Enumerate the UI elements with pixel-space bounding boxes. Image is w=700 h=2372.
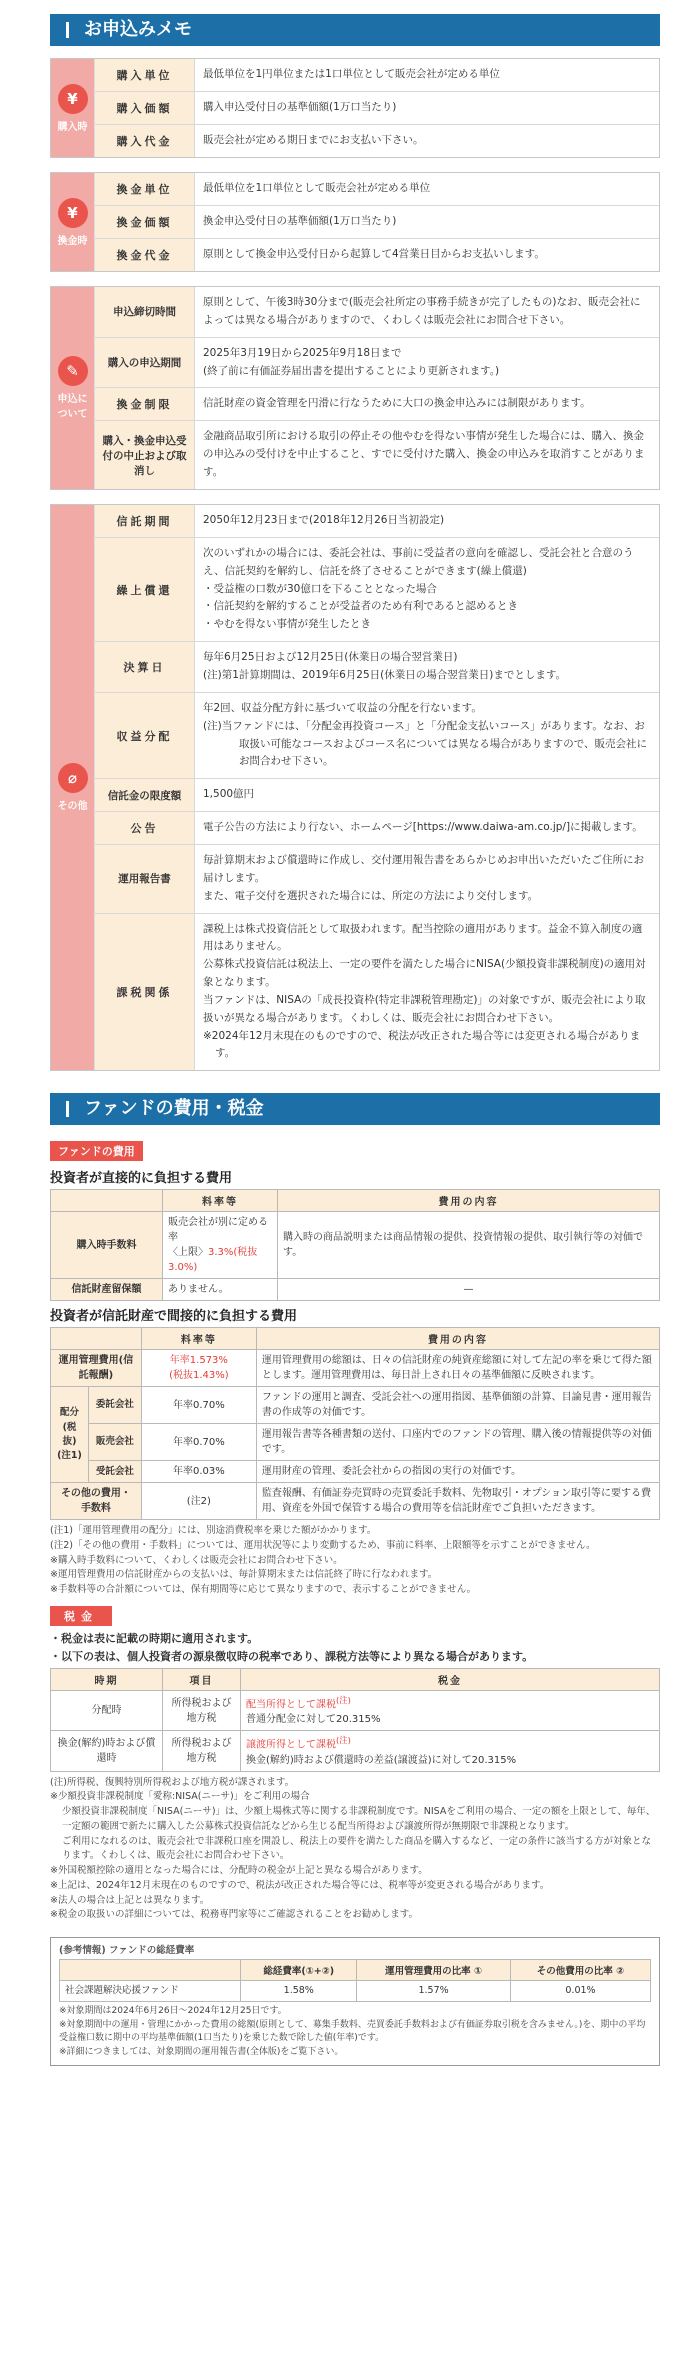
ref-col: その他費用の比率 ②	[510, 1959, 650, 1980]
apply-block	[50, 286, 660, 490]
purchase-fee-max: 3.3%(税抜3.0%)	[168, 1247, 258, 1274]
retention-rate: ありません。	[163, 1279, 278, 1301]
retention-label: 信託財産留保額	[51, 1279, 163, 1301]
apply-side	[51, 287, 95, 489]
alloc-item-rate: 年率0.70%	[141, 1387, 256, 1424]
other-side	[51, 505, 95, 1070]
ref-col: 運用管理費用の比率 ①	[357, 1959, 511, 1980]
tax-type-note: (注)	[336, 1695, 351, 1706]
redemption-bullet: ・受益権の口数が30億口を下ることとなった場合	[203, 582, 437, 595]
other-side-label: その他	[57, 801, 88, 813]
buy-side	[51, 59, 95, 157]
fee-note: ※手数料等の合計額については、保有期間等に応じて異なりますので、表示することができません。	[50, 1584, 477, 1596]
col-rate: 料率等	[163, 1190, 278, 1212]
tax-line: 当ファンドは、NISAの「成長投資枠(特定非課税管理勘定)」の対象ですが、販売会社により取扱いが異なる場合があります。くわしくは、販売会社にお問合わせ下さい。	[203, 993, 646, 1024]
mgmt-rate: 年率1.573%	[169, 1355, 228, 1367]
tax-note: ※法人の場合は上記とは異なります。	[50, 1894, 210, 1906]
tax-type: 配当所得として課税	[246, 1699, 336, 1711]
tax-note: (注)所得税、復興特別所得税および地方税が課されます。	[50, 1776, 295, 1788]
settlement-note: (注)第1計算期間は、2019年6月25日(休業日の場合翌営業日)までとします。	[203, 668, 566, 681]
alloc-item-content: 運用財産の管理、委託会社からの指図の実行の対価です。	[256, 1461, 659, 1483]
tax-col-when: 時期	[51, 1669, 163, 1691]
indirect-title: 投資者が信託財産で間接的に負担する費用	[50, 1309, 298, 1325]
tax-line: 公募株式投資信託は税法上、一定の要件を満たした場合にNISA(少額投資非課税制度)の適用対象となります。	[203, 958, 646, 989]
ref-note: ※対象期間は2024年6月26日〜2024年12月25日です。	[59, 2006, 287, 2017]
ref-other: 0.01%	[510, 1980, 650, 2001]
exchange-side-label: 換金時	[57, 235, 88, 247]
redemption-bullet: ・信託契約を解約することが受益者のため有利であると認めるとき	[203, 600, 518, 613]
tax-note: ご利用になれるのは、販売会社で非課税口座を開設し、税法上の要件を満たした商品を購入するなど、一定の条件に該当する方が対象となります。くわしくは、販売会社にお問合わせ下さい。	[62, 1835, 652, 1862]
report-label: 運用報告書	[95, 845, 195, 913]
distribution-value: 年2回、収益分配方針に基づいて収益の分配を行ないます。	[203, 701, 482, 714]
pencil-icon: ✎	[58, 356, 88, 386]
apply-side-label: 申込に ついて	[57, 393, 88, 420]
direct-fee-table	[50, 1189, 660, 1301]
col-rate: 料率等	[141, 1328, 256, 1350]
others-content: 監査報酬、有価証券売買時の売買委託手数料、先物取引・オプション取引等に要する費用、資産を外国で保管する場合の費用等を信託財産でご負担いただきます。	[256, 1483, 659, 1520]
other-block	[50, 504, 660, 1071]
fee-note: (注1)「運用管理費用の配分」には、別途消費税率を乗じた額がかかります。	[50, 1525, 377, 1537]
report-value: 毎計算期末および償還時に作成し、交付運用報告書をあらかじめお申出いただいたご住所にお届けします。	[203, 854, 644, 884]
indirect-fee-table	[50, 1327, 660, 1520]
tax-line: 課税上は株式投資信託として取扱われます。配当控除の適用があります。益金不算入制度の適用はありません。	[203, 922, 643, 953]
mgmt-rate-net: (税抜1.43%)	[169, 1370, 229, 1382]
ref-fund-name: 社会課題解決応援ファンド	[60, 1980, 241, 2001]
tax-bullet: ・税金は表に記載の時期に適用されます。	[50, 1631, 259, 1645]
period-note: (終了前に有価証券届出書を提出することにより更新されます。)	[203, 364, 500, 377]
fee-note: (注2)「その他の費用・手数料」については、運用状況等により変動するため、事前に料率、上限額等を示すことができません。	[50, 1540, 596, 1552]
col-content: 費用の内容	[256, 1328, 659, 1350]
limit-label: 信託金の限度額	[95, 779, 195, 811]
notice-label: 公告	[95, 812, 195, 844]
fee-note: ※運用管理費用の信託財産からの支払いは、毎計算期末または信託終了時に行なわれます。	[50, 1569, 438, 1581]
suspension-label: 購入・換金申込受付の中止および取消し	[95, 421, 195, 489]
ref-title: (参考情報) ファンドの総経費率	[59, 1944, 195, 1956]
report-note: また、電子交付を選択された場合には、所定の方法により交付します。	[203, 889, 539, 902]
tax-when: 分配時	[51, 1691, 163, 1731]
alloc-item-rate: 年率0.70%	[141, 1424, 256, 1461]
direct-title: 投資者が直接的に負担する費用	[50, 1171, 233, 1187]
redemption-bullet: ・やむを得ない事情が発生したとき	[203, 618, 371, 631]
alloc-label: 配分(税抜)(注1)	[51, 1387, 89, 1483]
memo-title: お申込みメモ	[50, 14, 660, 46]
restriction-value: 信託財産の資金管理を円滑に行なうために大口の換金申込みには制限があります。	[203, 397, 591, 410]
suspension-value: 金融商品取引所における取引の停止その他やむを得ない事情が発生した場合には、購入、換金の申込みの受付けを中止すること、すでに受付けた購入、換金の申込みを取消すことがあります。	[203, 430, 645, 479]
exchange-payment-label: 換金代金	[95, 239, 195, 271]
tax-notes	[50, 1776, 660, 1923]
restriction-label: 換金制限	[95, 388, 195, 420]
ref-table	[59, 1959, 651, 2002]
trust-period-label: 信託期間	[95, 505, 195, 537]
yen-icon: ¥	[58, 198, 88, 228]
deadline-label: 申込締切時間	[95, 287, 195, 337]
redemption-value: 次のいずれかの場合には、委託会社は、事前に受益者の意向を確認し、受託会社と合意のうえ、信託契約を解約し、信託を終了させることができます(繰上償還)	[203, 546, 634, 577]
tax-col-item: 項目	[163, 1669, 241, 1691]
period-label: 購入の申込期間	[95, 338, 195, 388]
tax-item: 所得税および地方税	[163, 1691, 241, 1731]
fees-title: ファンドの費用・税金	[50, 1093, 660, 1125]
tax-note: ※外国税額控除の適用となった場合には、分配時の税金が上記と異なる場合があります。	[50, 1865, 428, 1877]
limit-value: 1,500億円	[203, 788, 255, 801]
alloc-item-rate: 年率0.03%	[141, 1461, 256, 1483]
purchase-fee-label: 購入時手数料	[51, 1212, 163, 1279]
tax-type: 譲渡所得として課税	[246, 1739, 336, 1751]
clip-icon: ⌀	[58, 763, 88, 793]
alloc-item-content: 運用報告書等各種書類の送付、口座内でのファンドの管理、購入後の情報提供等の対価です。	[256, 1424, 659, 1461]
period-value: 2025年3月19日から2025年9月18日まで	[203, 346, 402, 359]
buy-side-label: 購入時	[57, 121, 88, 133]
buy-unit-label: 購入単位	[95, 59, 195, 91]
ref-mgmt: 1.57%	[357, 1980, 511, 2001]
deadline-value: 原則として、午後3時30分まで(販売会社所定の事務手続きが完了したもの)なお、販売会社によっては異なる場合がありますので、くわしくは販売会社にお問合せ下さい。	[203, 296, 641, 326]
tax-when: 換金(解約)時および償還時	[51, 1731, 163, 1771]
ref-box	[50, 1937, 660, 2066]
exchange-price-label: 換金価額	[95, 206, 195, 238]
others-rate: (注2)	[141, 1483, 256, 1520]
exchange-unit-label: 換金単位	[95, 173, 195, 205]
distribution-label: 収益分配	[95, 693, 195, 778]
alloc-item-label: 委託会社	[89, 1387, 142, 1424]
buy-block	[50, 58, 660, 158]
retention-content: —	[278, 1279, 660, 1301]
purchase-fee-rate: 販売会社が別に定める率	[168, 1217, 268, 1244]
tax-note: ※税金の取扱いの詳細については、税務専門家等にご確認されることをお勧めします。	[50, 1909, 419, 1921]
buy-price-value: 購入申込受付日の基準価額(1万口当たり)	[203, 101, 397, 113]
tax-note: ※少額投資非課税制度「愛称:NISA(ニーサ)」をご利用の場合	[50, 1791, 310, 1803]
others-label: その他の費用・手数料	[51, 1483, 142, 1520]
notice-value: 電子公告の方法により行ない、ホームページ[https://www.daiwa-am.co.jp/]に掲載します。	[203, 821, 643, 834]
fee-notes	[50, 1524, 660, 1598]
tax-note: ※上記は、2024年12月末現在のものですので、税法が改正された場合等には、税率等が変更される場合があります。	[50, 1879, 550, 1891]
settlement-value: 毎年6月25日および12月25日(休業日の場合翌営業日)	[203, 651, 458, 664]
settlement-label: 決算日	[95, 642, 195, 692]
buy-payment-label: 購入代金	[95, 125, 195, 157]
tax-label: 課税関係	[95, 914, 195, 1071]
trust-period-value: 2050年12月23日まで(2018年12月26日当初設定)	[203, 513, 445, 526]
tax-rate: 換金(解約)時および償還時の差益(譲渡益)に対して20.315%	[246, 1754, 517, 1766]
alloc-item-label: 受託会社	[89, 1461, 142, 1483]
tax-tag: 税金	[50, 1606, 112, 1626]
purchase-fee-content: 購入時の商品説明または商品情報の提供、投資情報の提供、取引執行等の対価です。	[278, 1212, 660, 1279]
exchange-price-value: 換金申込受付日の基準価額(1万口当たり)	[203, 215, 397, 227]
exchange-block	[50, 172, 660, 272]
redemption-label: 繰上償還	[95, 538, 195, 641]
alloc-item-label: 販売会社	[89, 1424, 142, 1461]
fees-tag: ファンドの費用	[50, 1141, 143, 1161]
exchange-payment-value: 原則として換金申込受付日から起算して4営業日目からお支払いします。	[203, 248, 545, 260]
ref-note: ※詳細につきましては、対象期間の運用報告書(全体版)をご覧下さい。	[59, 2046, 344, 2057]
buy-payment-value: 販売会社が定める期日までにお支払い下さい。	[203, 134, 424, 146]
ref-total: 1.58%	[241, 1980, 357, 2001]
tax-col-tax: 税金	[241, 1669, 660, 1691]
exchange-side	[51, 173, 95, 271]
alloc-item-content: ファンドの運用と調査、受託会社への運用指図、基準価額の計算、目論見書・運用報告書の作成等の対価です。	[256, 1387, 659, 1424]
ref-note: ※対象期間中の運用・管理にかかった費用の総額(原則として、募集手数料、売買委託手数料および有価証券取引税を含みません。)を、期中の平均受益権口数に期中の平均基準価額(1口当たり)を乗じた数で除した値(年率)です。	[59, 2019, 646, 2044]
yen-icon: ¥	[58, 84, 88, 114]
exchange-unit-value: 最低単位を1口単位として販売会社が定める単位	[203, 182, 431, 194]
tax-note: ※2024年12月末現在のものですので、税法が改正された場合等には変更される場合があります。	[203, 1029, 641, 1060]
fee-note: ※購入時手数料について、くわしくは販売会社にお問合わせ下さい。	[50, 1554, 343, 1566]
buy-unit-value: 最低単位を1円単位または1口単位として販売会社が定める単位	[203, 68, 500, 80]
buy-price-label: 購入価額	[95, 92, 195, 124]
mgmt-content: 運用管理費用の総額は、日々の信託財産の純資産総額に対して左記の率を乗じて得た額とします。運用管理費用は、毎日計上され日々の基準価額に反映されます。	[256, 1350, 659, 1387]
tax-table	[50, 1668, 660, 1772]
tax-rate: 普通分配金に対して20.315%	[246, 1714, 381, 1726]
mgmt-label: 運用管理費用(信託報酬)	[51, 1350, 142, 1387]
ref-col	[60, 1959, 241, 1980]
purchase-fee-cap: 〈上限〉	[168, 1247, 208, 1259]
tax-note: 少額投資非課税制度「NISA(ニーサ)」は、少額上場株式等に関する非課税制度です。NISAをご利用の場合、一定の額を上限として、毎年、一定額の範囲で新たに購入した公募株式投資信託などから生じる配当所得および譲渡所得が無期限で非課税となります。	[62, 1806, 656, 1832]
ref-col: 総経費率(①+②)	[241, 1959, 357, 1980]
tax-item: 所得税および地方税	[163, 1731, 241, 1771]
col-content: 費用の内容	[278, 1190, 660, 1212]
tax-bullet: ・以下の表は、個人投資者の源泉徴収時の税率であり、課税方法等により異なる場合があります。	[50, 1649, 534, 1663]
tax-type-note: (注)	[336, 1735, 351, 1746]
distribution-note: (注)当ファンドには、「分配金再投資コース」と「分配金支払いコース」があります。なお、お取扱い可能なコースおよびコース名については異なる場合がありますので、販売会社にお問合わせ下さい。	[203, 719, 648, 768]
